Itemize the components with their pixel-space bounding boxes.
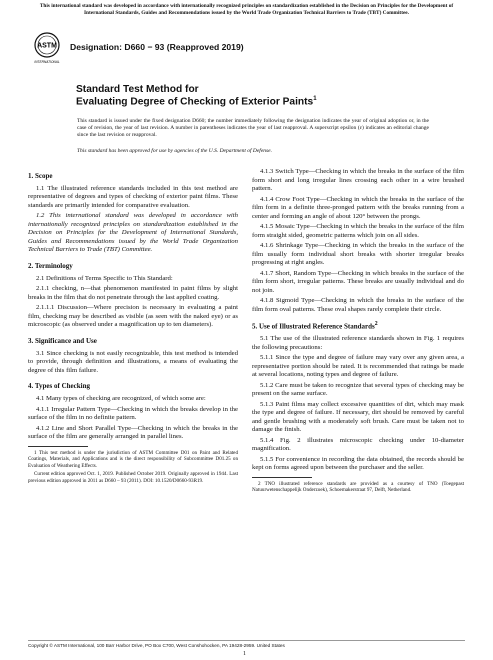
para-4-1-6: 4.1.6 Shrinkage Type—Checking in which the breaks in the surface of the film usually form individual short breaks with shorter irregular breaks progressing at right angles. bbox=[252, 242, 464, 266]
para-2-1-1-1: 2.1.1.1 Discussion—Where precision is necessary in evaluating a paint film, checking may be described as visible (as seen with the naked eye) or as microscopic (as observed under a magnification up to ten diameters). bbox=[28, 304, 238, 329]
para-5-1-1: 5.1.1 Since the type and degree of failure may vary over any given area, a representative portion should be rated. It is recommended that ratings be made at several locations, noting types and degree of failure. bbox=[252, 354, 464, 379]
para-2-1: 2.1 Definitions of Terms Specific to This Standard: bbox=[36, 274, 173, 282]
standards-notice: This international standard was developed in accordance with internationally recognized principles on standardization established in the Decision on Principles for the Development of International Standards, Guides and Recommendations issued by the World Trade Organization Technical Barriers to Trade (TBT) Committee. bbox=[39, 3, 454, 16]
title-footnote-ref[interactable]: 1 bbox=[313, 96, 317, 103]
copyright-footer: Copyright © ASTM International, 100 Barr Harbor Drive, PO Box C700, West Conshohocken, PA 19428-2959. United States bbox=[28, 640, 465, 648]
para-5-1-2: 5.1.2 Care must be taken to recognize that several types of checking may be present on the same surface. bbox=[252, 381, 464, 398]
para-2-1-1: 2.1.1 checking, n—that phenomenon manifested in paint films by slight breaks in the film that do not penetrate through the last applied coating. bbox=[28, 285, 238, 301]
designation: Designation: D660 − 93 (Reapproved 2019) bbox=[70, 42, 244, 52]
section-2-heading: 2. Terminology bbox=[28, 261, 73, 270]
section-3-heading: 3. Significance and Use bbox=[28, 336, 97, 345]
para-4-1-8: 4.1.8 Sigmoid Type—Checking in which the breaks in the surface of the film form oval patterns. These oval shapes rarely complete their circle. bbox=[252, 297, 464, 313]
astm-logo-icon bbox=[34, 32, 60, 66]
footnote-divider bbox=[28, 446, 88, 447]
page-number: 1 bbox=[243, 651, 246, 657]
para-5-1: 5.1 The use of the illustrated reference standards shown in Fig. 1 requires the following precautions: bbox=[252, 335, 464, 351]
document-title bbox=[76, 84, 436, 109]
para-4-1-7: 4.1.7 Short, Random Type—Checking in which breaks in the surface of the film form short, irregular patterns. These breaks are usually individual and do not join. bbox=[252, 269, 464, 294]
approval-note: This standard has been approved for use by agencies of the U.S. Department of Defense. bbox=[77, 148, 272, 154]
footnote-1-edition: Current edition approved Oct. 1, 2019. Published October 2019. Originally approved in 1944. Last previous edition approved in 2011 as D660 – 93 (2011). DOI: 10.1520/D0660-93R19. bbox=[28, 471, 238, 484]
issued-note: This standard is issued under the fixed designation D660; the number immediately following the designation indicates the year of original adoption or, in the case of revision, the year of last revision. A number in parentheses indicates the year of last reapproval. A superscript epsilon (ε) indicates an editorial change since the last revision or reapproval. bbox=[77, 118, 429, 139]
para-1-2: 1.2 This international standard was developed in accordance with internationally recognized principles on standardization established in the Decision on Principles for the Development of International Standards, Guides and Recommendations issued by the World Trade Organization Technical Barriers to Trade (TBT) Committee. bbox=[28, 212, 238, 254]
para-3-1: 3.1 Since checking is not easily recognizable, this test method is intended to provide, through definition and illustrations, a means of evaluating the degree of this film failure. bbox=[28, 349, 238, 374]
para-1-1: 1.1 The illustrated reference standards included in this test method are representative of degrees and types of checking of exterior paint films. These standards are primarily intended for comparative evaluation. bbox=[28, 184, 238, 209]
para-5-1-4: 5.1.4 Fig. 2 illustrates microscopic checking under 10-diameter magnification. bbox=[252, 436, 464, 453]
title-line-1: Standard Test Method for bbox=[76, 84, 199, 95]
left-column bbox=[28, 168, 238, 487]
para-4-1-1: 4.1.1 Irregular Pattern Type—Checking in which the breaks develop in the surface of the film in no definite pattern. bbox=[28, 405, 238, 421]
svg-text:INTERNATIONAL: INTERNATIONAL bbox=[34, 60, 60, 64]
section-1-heading: 1. Scope bbox=[28, 172, 53, 180]
right-column bbox=[252, 168, 464, 496]
footnote-1: 1 This test method is under the jurisdiction of ASTM Committee D01 on Paint and Related Coatings, Materials, and Applications and is the direct responsibility of Subcommittee D01.25 on Evaluation of Weathering Effects. bbox=[28, 449, 238, 469]
para-4-1-3: 4.1.3 Switch Type—Checking in which the breaks in the surface of the film form short and long irregular lines crossing each other in a wire brushed pattern. bbox=[252, 168, 464, 192]
footnote-2: 2 TNO illustrated reference standards are provided as a courtesy of TNO (Toegepast Natuurwetenschappelijk Onderzoek), Schoemakerstraat 97, Delft, Netherland. bbox=[252, 480, 464, 494]
footnote-divider bbox=[252, 477, 312, 478]
section-5-footnote-ref[interactable]: 2 bbox=[374, 321, 378, 327]
para-5-1-3: 5.1.3 Paint films may collect excessive quantities of dirt, which may mask the type and degree of failure. If necessary, dirt should be removed by careful and gentle brushing with a moderately soft brush. Care must be taken not to damage the finish. bbox=[252, 400, 464, 434]
para-4-1-2: 4.1.2 Line and Short Parallel Type—Checking in which the breaks in the surface of the film are generally arranged in parallel lines. bbox=[28, 424, 238, 440]
para-5-1-5: 5.1.5 For convenience in recording the data obtained, the records should be kept on forms agreed upon between the purchaser and the seller. bbox=[252, 455, 464, 472]
para-4-1-5: 4.1.5 Mosaic Type—Checking in which the breaks in the surface of the film form straight sided, geometric patterns which join on all sides. bbox=[252, 223, 464, 239]
title-line-2: Evaluating Degree of Checking of Exterior Paints bbox=[76, 96, 314, 108]
svg-text:ASTM: ASTM bbox=[37, 42, 57, 50]
section-5-title: 5. Use of Illustrated Reference Standards bbox=[252, 322, 375, 331]
section-4-heading: 4. Types of Checking bbox=[28, 382, 90, 391]
section-5-heading bbox=[252, 321, 464, 331]
para-4-1-4: 4.1.4 Crow Foot Type—Checking in which the breaks in the surface of the film form in a definite three-pronged pattern with the breaks running from a center and forming an angle of about 120° between the prongs. bbox=[252, 195, 464, 220]
para-4-1: 4.1 Many types of checking are recognized, of which some are: bbox=[36, 395, 206, 402]
